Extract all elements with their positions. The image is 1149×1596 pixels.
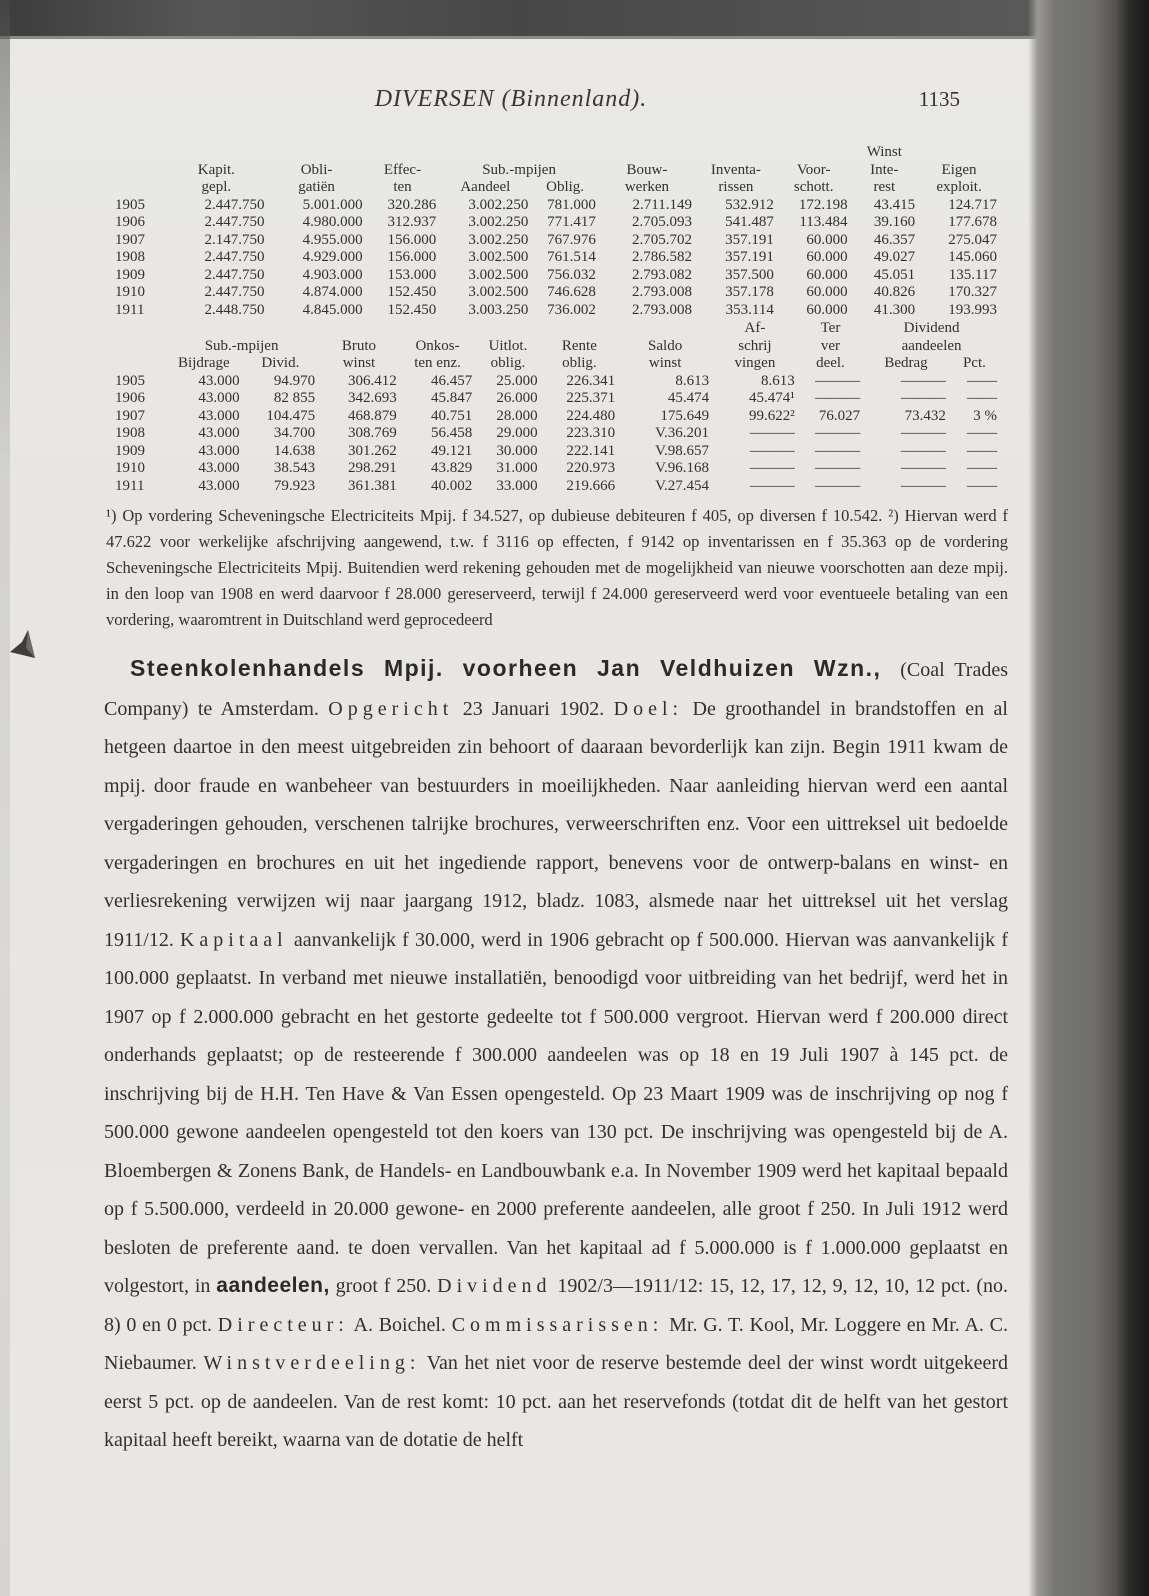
value-cell: 46.357: [873, 231, 916, 248]
column-header: oblig.: [562, 355, 597, 371]
column-header: gepl.: [201, 179, 232, 195]
table-row: [112, 478, 1000, 496]
column-header: Sub.-mpijen: [482, 161, 556, 178]
year-cell: 1905: [115, 372, 145, 389]
year-cell: 1905: [115, 196, 145, 213]
table-row: [112, 249, 1000, 267]
article-text: 23 Januari 1902.: [453, 697, 614, 720]
value-cell: 308.769: [348, 425, 397, 441]
value-cell: 5.001.000: [302, 196, 363, 213]
article-text: A. Boichel.: [348, 1313, 452, 1336]
column-header: Voor-: [796, 161, 831, 178]
value-cell: ——: [967, 425, 997, 441]
table-header-row: [112, 144, 1000, 162]
article-keyword-aandeelen: aandeelen,: [216, 1274, 330, 1297]
column-header: deel.: [816, 355, 845, 371]
scan-top-edge: [0, 0, 1149, 36]
value-cell: 226.341: [566, 372, 616, 389]
value-cell: 94.970: [273, 372, 316, 389]
table-header-row: [112, 162, 1000, 180]
value-cell: ———: [749, 442, 795, 459]
value-cell: 4.903.000: [302, 266, 363, 283]
value-cell: 353.114: [725, 301, 774, 318]
value-cell: ———: [900, 390, 946, 406]
column-header: Obli-: [300, 161, 333, 178]
value-cell: 4.980.000: [302, 214, 363, 230]
year-cell: 1910: [115, 460, 145, 476]
value-cell: 4.929.000: [302, 249, 363, 265]
year-cell: 1908: [115, 249, 145, 265]
value-cell: 301.262: [348, 442, 397, 459]
value-cell: 761.514: [547, 249, 596, 265]
ink-blot-artifact: [8, 628, 42, 672]
value-cell: 49.027: [873, 249, 916, 265]
value-cell: 49.121: [431, 442, 473, 459]
table-row: [112, 443, 1000, 461]
scan-binding-gutter: [1028, 0, 1149, 1596]
value-cell: 3.002.500: [468, 266, 529, 283]
value-cell: 43.000: [198, 442, 240, 459]
value-cell: 60.000: [806, 231, 848, 248]
value-cell: 76.027: [818, 407, 861, 424]
column-header: ten: [393, 179, 412, 195]
value-cell: 8.613: [675, 372, 710, 389]
value-cell: 177.678: [948, 214, 997, 230]
value-cell: V.36.201: [655, 425, 710, 441]
column-header: winst: [342, 355, 376, 371]
table-row: [112, 232, 1000, 250]
column-header: Bijdrage: [178, 355, 230, 371]
article-keyword-kapitaal: Kapitaal: [179, 928, 288, 951]
value-cell: ——: [967, 477, 997, 494]
value-cell: 26.000: [496, 390, 538, 406]
column-header: Aandeel: [460, 179, 511, 195]
value-cell: 312.937: [387, 214, 437, 230]
value-cell: 8.613: [761, 372, 795, 389]
column-header: aandeelen: [901, 337, 962, 354]
value-cell: 771.417: [547, 214, 596, 230]
article-keyword-directeur: Directeur:: [217, 1313, 349, 1336]
column-header: Saldo: [648, 337, 683, 354]
value-cell: 156.000: [387, 231, 437, 248]
value-cell: 275.047: [948, 231, 997, 248]
value-cell: 43.000: [198, 372, 240, 389]
table-header-row: [112, 179, 1000, 197]
value-cell: 73.432: [904, 407, 946, 424]
column-header: rissen: [718, 179, 754, 195]
column-header: winst: [648, 355, 682, 371]
column-header: Onkos-: [415, 337, 460, 354]
value-cell: 43.000: [198, 460, 240, 476]
value-cell: 43.000: [198, 407, 240, 424]
value-cell: 34.700: [273, 425, 316, 441]
value-cell: ———: [749, 425, 795, 441]
scan-left-edge: [0, 0, 10, 1596]
value-cell: ———: [815, 477, 861, 494]
value-cell: 532.912: [725, 196, 774, 213]
company-name-heading: Steenkolenhandels Mpij. voorheen Jan Veldhuizen Wzn.,: [130, 655, 901, 681]
value-cell: 172.198: [798, 196, 848, 213]
year-cell: 1906: [115, 214, 145, 230]
value-cell: 60.000: [806, 266, 848, 283]
article-keyword-doel: Doel:: [613, 697, 684, 720]
value-cell: 2.448.750: [204, 301, 265, 318]
value-cell: 225.371: [566, 390, 616, 406]
value-cell: 45.474: [667, 390, 710, 406]
value-cell: 3.002.500: [468, 284, 529, 300]
year-cell: 1907: [115, 407, 145, 424]
value-cell: 2.793.008: [632, 301, 692, 318]
value-cell: 2.793.008: [632, 284, 692, 300]
value-cell: 342.693: [348, 390, 397, 406]
value-cell: ———: [900, 460, 946, 476]
value-cell: 40.826: [873, 284, 916, 300]
year-cell: 1911: [115, 477, 145, 494]
value-cell: ———: [749, 460, 795, 476]
table-header-row: [112, 338, 1000, 356]
value-cell: ———: [815, 372, 861, 389]
value-cell: 46.457: [431, 372, 473, 389]
value-cell: 2.447.750: [204, 196, 265, 213]
value-cell: 152.450: [387, 284, 437, 300]
value-cell: 43.000: [198, 477, 240, 494]
year-cell: 1909: [115, 266, 145, 283]
column-header: Bedrag: [884, 355, 928, 371]
article-text: groot f 250.: [329, 1275, 438, 1297]
value-cell: 223.310: [566, 425, 616, 441]
table-row: [112, 197, 1000, 215]
value-cell: 3.002.250: [468, 196, 529, 213]
year-cell: 1910: [115, 284, 145, 300]
value-cell: 25.000: [496, 372, 538, 389]
value-cell: 41.300: [873, 301, 916, 318]
column-header: Inte-: [870, 161, 899, 178]
value-cell: 39.160: [873, 214, 916, 230]
value-cell: 113.484: [799, 214, 848, 230]
page-header: [104, 86, 1008, 120]
column-header: Rente: [561, 337, 597, 354]
value-cell: 28.000: [496, 407, 538, 424]
value-cell: V.98.657: [655, 442, 710, 459]
table-row: [112, 214, 1000, 232]
value-cell: 2.447.750: [204, 214, 265, 230]
value-cell: 222.141: [566, 442, 616, 459]
value-cell: 224.480: [566, 407, 616, 424]
column-header: rest: [873, 179, 896, 195]
value-cell: 2.447.750: [204, 266, 265, 283]
column-header: Dividend: [903, 320, 960, 336]
value-cell: 43.415: [873, 196, 916, 213]
value-cell: 135.117: [948, 266, 997, 283]
value-cell: 2.147.750: [204, 231, 265, 248]
financials-table-balans: [112, 144, 1000, 319]
value-cell: 2.705.093: [632, 214, 692, 230]
value-cell: ——: [967, 390, 997, 406]
printed-column: [104, 86, 1008, 1460]
column-header: Eigen: [941, 161, 977, 178]
value-cell: 30.000: [496, 442, 538, 459]
table-row: [112, 284, 1000, 302]
table-row: [112, 390, 1000, 408]
column-header: oblig.: [490, 355, 526, 371]
value-cell: 3 %: [973, 407, 997, 424]
table-header-row: [112, 355, 1000, 373]
column-header: Ter: [820, 320, 841, 336]
value-cell: 357.191: [725, 231, 774, 248]
value-cell: 3.002.250: [468, 214, 529, 230]
value-cell: 124.717: [948, 196, 997, 213]
value-cell: 99.622²: [749, 407, 795, 424]
value-cell: ——: [967, 372, 997, 389]
table-row: [112, 302, 1000, 320]
value-cell: ———: [815, 442, 861, 459]
value-cell: 153.000: [387, 266, 437, 283]
value-cell: 104.475: [266, 407, 316, 424]
value-cell: 2.705.702: [632, 231, 692, 248]
value-cell: 320.286: [387, 196, 437, 213]
value-cell: 45.051: [873, 266, 916, 283]
value-cell: 306.412: [348, 372, 397, 389]
column-header: vingen: [734, 355, 776, 371]
column-header: schott.: [793, 179, 834, 195]
value-cell: 357.500: [725, 266, 774, 283]
page-number: 1135: [918, 87, 960, 111]
column-header: exploit.: [936, 179, 982, 195]
value-cell: 746.628: [547, 284, 596, 300]
column-header: gatiën: [298, 179, 335, 195]
value-cell: 79.923: [273, 477, 316, 494]
value-cell: 175.649: [660, 407, 710, 424]
value-cell: 43.829: [431, 460, 473, 476]
article-text: Mr. G. T. Kool, Mr. Loggere en Mr. A. C. Niebaumer.: [104, 1313, 1008, 1374]
value-cell: ———: [815, 425, 861, 441]
column-header-winst: Winst: [866, 144, 902, 160]
column-header: Oblig.: [546, 179, 585, 195]
value-cell: 3.002.500: [468, 249, 529, 265]
year-cell: 1908: [115, 425, 145, 441]
value-cell: 219.666: [566, 477, 616, 494]
column-header: Af-: [744, 320, 766, 336]
value-cell: 298.291: [348, 460, 397, 476]
value-cell: 60.000: [806, 284, 848, 300]
value-cell: ———: [749, 477, 795, 494]
value-cell: 357.178: [725, 284, 774, 300]
article-text: Van het niet voor de reserve bestemde deel der winst wordt uitgekeerd eerst 5 pct. op de aandeelen. Van de rest komt: 10 pct. aan het reservefonds (totdat dit de helft van het gestort kapitaal heeft bereikt, waarna van de dotatie de helft: [104, 1352, 1009, 1451]
value-cell: 2.447.750: [204, 284, 265, 300]
article-keyword-dividend: Dividend: [437, 1275, 552, 1297]
value-cell: ——: [967, 460, 997, 476]
value-cell: 45.474¹: [749, 390, 795, 406]
year-cell: 1909: [115, 442, 145, 459]
value-cell: 2.786.582: [632, 249, 692, 265]
column-header: Inventa-: [710, 161, 761, 178]
value-cell: ———: [900, 425, 946, 441]
value-cell: 40.002: [431, 477, 473, 494]
value-cell: 60.000: [806, 301, 848, 318]
article-text: De groothandel in brandstoffen en al hetgeen daartoe in den meest uitgebreiden zin behoort of daaraan bevorderlijk kan zijn. Begin 1911 kwam de mpij. door fraude en wanbeheer van bestuurders in moeilijkheden. Naar aanleiding hiervan werd een aantal vergaderingen gehouden, verschenen talrijke brochures, verweerschriften enz. Voor een uittreksel uit bedoelde vergaderingen en brochures en uit het ingediende rapport, benevens voor de ontwerp-balans en winst- en verliesrekening verwijzen wij naar jaargang 1912, bladz. 1083, alsmede naar het uittreksel uit het verslag 1911/12.: [104, 697, 1008, 951]
value-cell: 193.993: [948, 301, 997, 318]
value-cell: 31.000: [496, 460, 538, 476]
article-keyword-winstverdeeling: Winstverdeeling:: [203, 1352, 421, 1374]
table-row: [112, 425, 1000, 443]
value-cell: 38.543: [273, 460, 316, 476]
value-cell: ———: [900, 477, 946, 494]
article-text: (Coal Trades Company) te Amsterdam.: [104, 659, 1008, 720]
column-header: Bouw-: [626, 161, 668, 178]
value-cell: ———: [815, 460, 861, 476]
value-cell: ———: [900, 372, 946, 389]
value-cell: 156.000: [387, 249, 437, 265]
table-row: [112, 373, 1000, 391]
value-cell: 56.458: [431, 425, 473, 441]
value-cell: 2.711.149: [632, 196, 692, 213]
column-header: Divid.: [261, 355, 300, 371]
article-keyword-opgericht: Opgericht: [328, 697, 454, 720]
value-cell: 43.000: [198, 425, 240, 441]
value-cell: ——: [967, 442, 997, 459]
column-header: Effec-: [383, 161, 422, 178]
article-text: aanvankelijk f 30.000, werd in 1906 gebracht op f 500.000. Hiervan was aanvankelijk f 100.000 geplaatst. In verband met nieuwe installatiën, benoodigd voor uitbreiding van het bedrijf, werd het in 1907 op f 2.000.000 gebracht en het gestorte gedeelte tot f 500.000 vergroot. Hiervan werd f 200.000 direct onderhands geplaatst; op de resteerende f 300.000 aandeelen was op 18 en 19 Juli 1907 à 145 pct. de inschrijving bij de H.H. Ten Have & Van Essen opengesteld. Op 23 Maart 1909 was de inschrijving op nog f 500.000 gewone aandeelen opengesteld tot den koers van 130 pct. De inschrijving was opengesteld bij de A. Bloembergen & Zonens Bank, de Handels- en Landbouwbank e.a. In November 1909 werd het kapitaal bepaald op f 5.500.000, verdeeld in 20.000 gewone- en 2000 preferente aandeelen, alle groot f 250. In Juli 1912 werd besloten de preferente aand. te doen vervallen. Van het kapitaal ad f 5.000.000 is f 1.000.000 geplaatst en volgestort, in: [104, 928, 1008, 1297]
article-keyword-commissarissen: Commissarissen:: [451, 1313, 664, 1336]
financials-table-winst-verlies: [112, 320, 1000, 495]
column-header: Pct.: [962, 355, 986, 371]
value-cell: 45.847: [431, 390, 473, 406]
column-header: Sub.-mpijen: [204, 337, 279, 354]
value-cell: 4.955.000: [302, 231, 363, 248]
value-cell: 40.751: [431, 407, 473, 424]
value-cell: 60.000: [806, 249, 848, 265]
value-cell: 736.002: [547, 301, 596, 318]
year-cell: 1907: [115, 231, 145, 248]
value-cell: 29.000: [496, 425, 538, 441]
value-cell: 3.003.250: [468, 301, 529, 318]
column-header: Bruto: [341, 337, 377, 354]
value-cell: 781.000: [547, 196, 596, 213]
value-cell: 468.879: [348, 407, 397, 424]
column-header: Kapit.: [197, 161, 235, 178]
value-cell: 33.000: [496, 477, 538, 494]
footnote-text: ¹) Op vordering Scheveningsche Electriciteits Mpij. f 34.527, op dubieuse debiteuren f 405, op diversen f 10.542. ²) Hiervan werd f 47.622 voor werkelijke afschrijving aangewend, t.w. f 3116 op effecten, f 9142 op inventarissen en f 35.363 op de vordering Scheveningsche Electriciteits Mpij. Buitendien werd rekening gehouden met de mogelijkheid van nieuwe voorschotten aan deze mpij. in den loop van 1908 en werd daarvoor f 28.000 gereserveerd, terwijl f 24.000 gereserveerd werd voor eventueele betaling van een vordering, waaromtrent in Duitschland werd geprocedeerd: [106, 506, 1008, 629]
value-cell: ———: [900, 442, 946, 459]
column-header: Uitlot.: [488, 337, 528, 354]
table-row: [112, 408, 1000, 426]
value-cell: 4.845.000: [302, 301, 363, 318]
value-cell: V.27.454: [655, 477, 710, 494]
column-header: werken: [624, 179, 669, 195]
value-cell: 361.381: [348, 477, 397, 494]
value-cell: 152.450: [387, 301, 437, 318]
value-cell: 767.976: [547, 231, 596, 248]
page-title: DIVERSEN (Binnenland).: [374, 86, 648, 112]
value-cell: 43.000: [198, 390, 240, 406]
value-cell: ———: [815, 390, 861, 406]
value-cell: 357.191: [725, 249, 774, 265]
value-cell: 170.327: [948, 284, 997, 300]
column-header: schrij: [738, 337, 772, 354]
column-header: ver: [820, 337, 841, 354]
value-cell: 220.973: [566, 460, 616, 476]
year-cell: 1911: [115, 301, 145, 318]
value-cell: 2.447.750: [204, 249, 265, 265]
value-cell: 4.874.000: [302, 284, 363, 300]
column-header: ten enz.: [414, 355, 461, 371]
table-row: [112, 267, 1000, 285]
value-cell: 14.638: [273, 442, 316, 459]
year-cell: 1906: [115, 390, 145, 406]
company-article: [104, 649, 1008, 1460]
table-row: [112, 460, 1000, 478]
article-text: 1902/3—1911/12: 15, 12, 17, 12, 9, 12, 10, 12 pct. (no. 8) 0 en 0 pct.: [104, 1275, 1008, 1336]
value-cell: 541.487: [725, 214, 774, 230]
value-cell: 82 855: [273, 390, 316, 406]
table-header-row: [112, 320, 1000, 338]
value-cell: 3.002.250: [468, 231, 529, 248]
value-cell: V.96.168: [655, 460, 710, 476]
value-cell: 2.793.082: [632, 266, 692, 283]
value-cell: 756.032: [547, 266, 596, 283]
value-cell: 145.060: [948, 249, 997, 265]
